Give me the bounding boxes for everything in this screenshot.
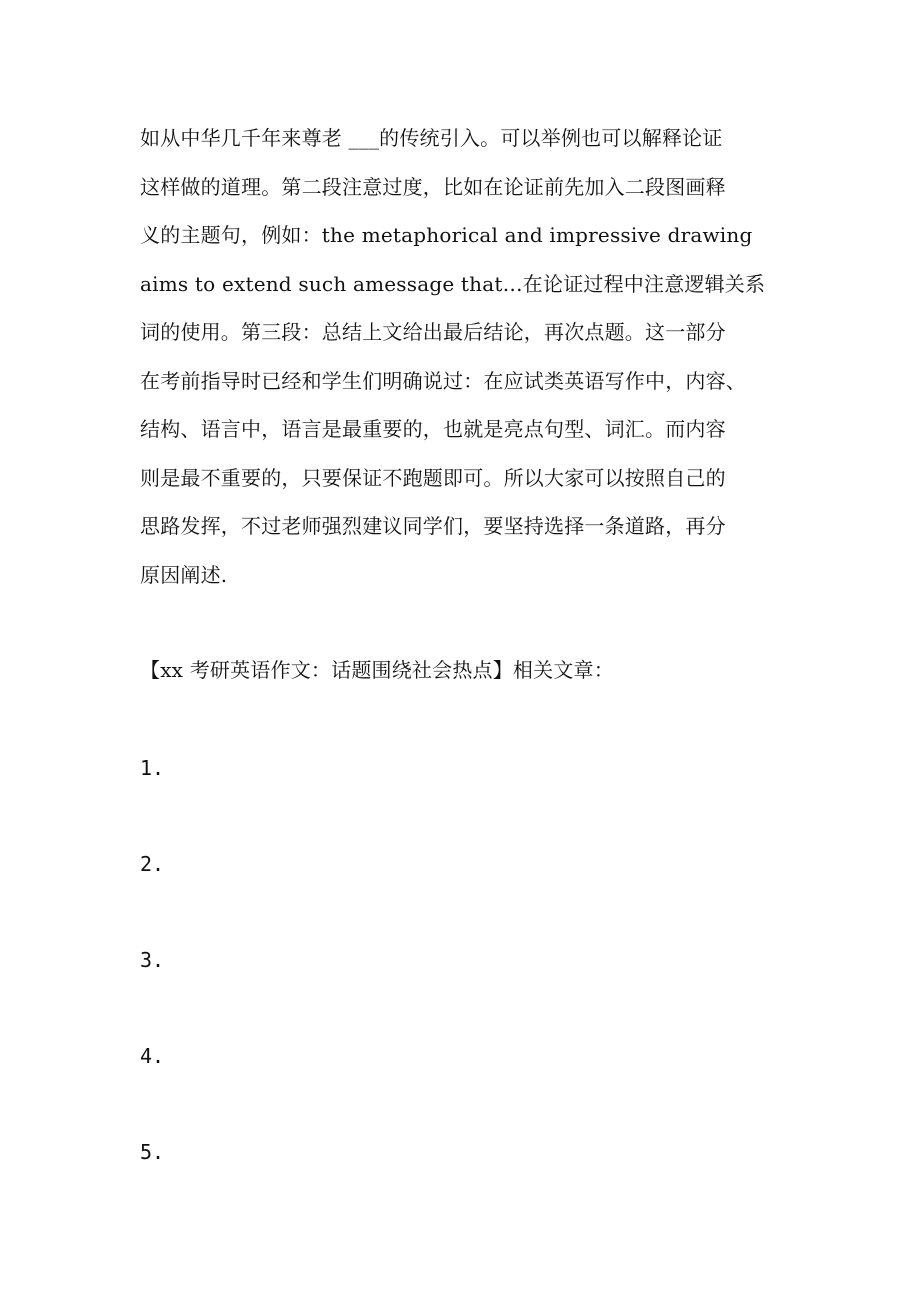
paragraph-line: 如从中华几千年来尊老 ___的传统引入。可以举例也可以解释论证 [140,126,723,150]
paragraph-line: 原因阐述. [140,562,228,587]
paragraph-line: 结构、语言中，语言是最重要的，也就是亮点句型、词汇。而内容 [140,417,726,441]
paragraph-line: 这样做的道理。第二段注意过度，比如在论证前先加入二段图画释 [140,174,726,199]
related-article-item[interactable]: 3. [140,948,165,972]
related-articles-heading: 【xx 考研英语作文：话题围绕社会热点】相关文章： [140,658,614,682]
paragraph-line: 词的使用。第三段：总结上文给出最后结论，再次点题。这一部分 [140,320,726,344]
related-article-item[interactable]: 5. [140,1140,165,1164]
related-article-item[interactable]: 2. [140,852,165,876]
article-paragraph [140,114,800,599]
paragraph-line: 思路发挥，不过老师强烈建议同学们，要坚持选择一条道路，再分 [140,514,726,538]
related-article-item[interactable]: 1. [140,756,165,780]
paragraph-line: 则是最不重要的，只要保证不跑题即可。所以大家可以按照自己的 [140,465,726,490]
paragraph-line: 在考前指导时已经和学生们明确说过：在应试类英语写作中，内容、 [140,368,746,393]
paragraph-line: 义的主题句，例如：the metaphorical and impressive drawing [140,223,753,247]
related-article-item[interactable]: 4. [140,1044,165,1068]
related-articles-list [140,748,164,1228]
paragraph-line: aims to extend such amessage that…在论证过程中注意逻辑关系 [140,271,766,296]
